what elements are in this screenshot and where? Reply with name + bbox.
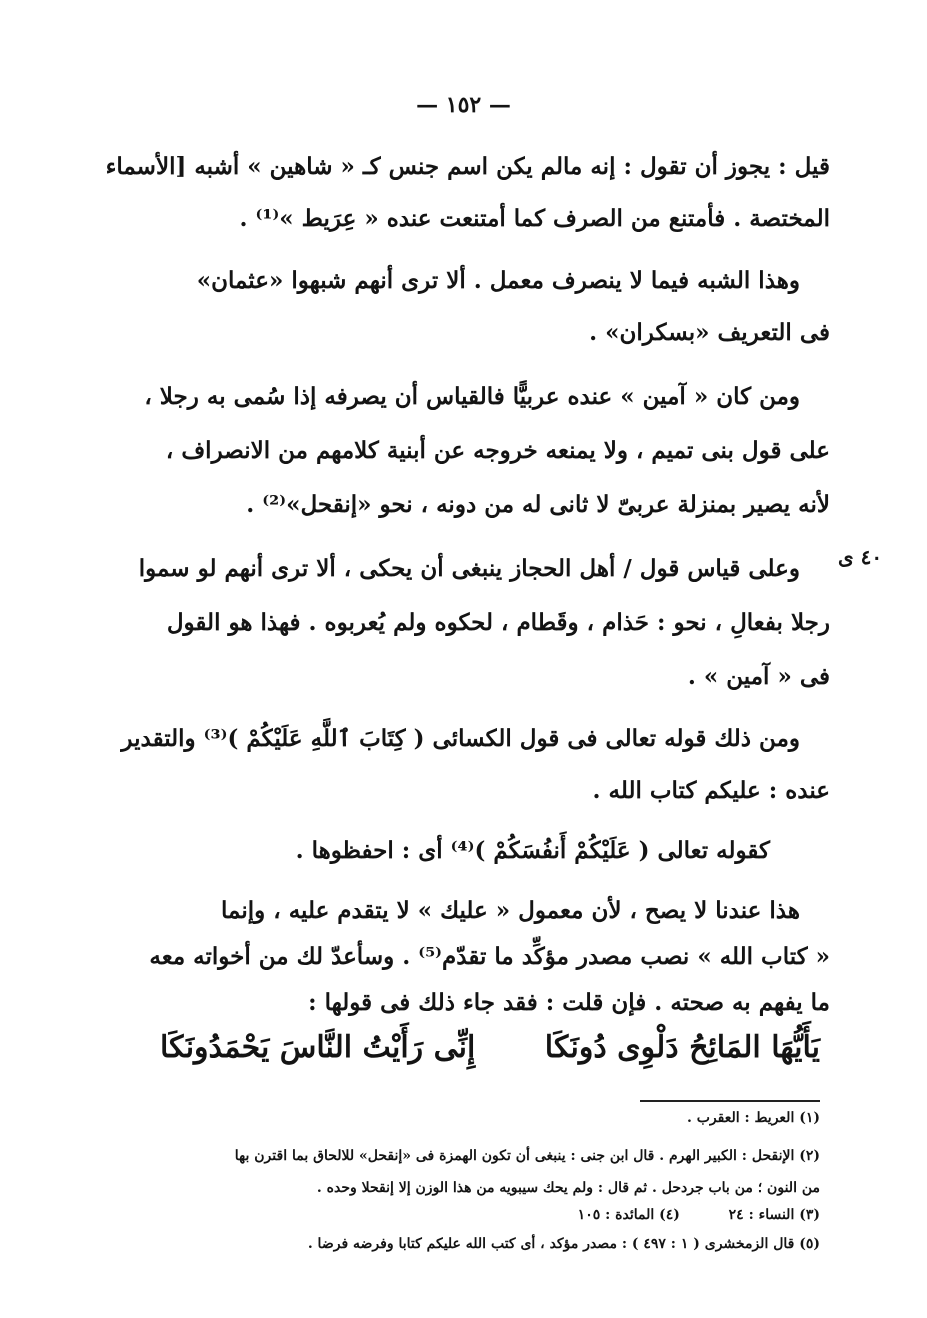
text-line: فى التعريف «بسكران» . (589, 319, 830, 346)
poetry-verse (160, 1030, 820, 1065)
text-line: قيل : يجوز أن تقول : إنه مالم يكن اسم جنس كـ « شاهين » أشبه [الأسماء (105, 153, 830, 180)
text-line: ومن كان « آمين » عنده عربيًّا فالقياس أن يصرفه إذا سُمى به رجلا ، (144, 383, 800, 410)
text-line: هذا عندنا لا يصح ، لأن معمول « عليك » لا يتقدم عليه ، وإنما (221, 897, 800, 924)
text-line: على قول بنى تميم ، ولا يمنعه خروجه عن أبنية كلامهم من الانصراف ، (165, 437, 830, 464)
footnote-2: (٢) الإنقحل : الكبير الهرم . قال ابن جنى : ينبغى أن تكون الهمزة فى «إنقحل» للالحاق بما اقترن بها (234, 1148, 820, 1164)
paragraph-7 (150, 896, 830, 1018)
page-number: — ١٥٢ — (416, 92, 511, 118)
text-line: وهذا الشبه فيما لا ينصرف معمل . ألا ترى أنهم شبهوا «عثمان» (196, 267, 800, 294)
footnote-5: (٥) قال الزمخشرى ( ١ : ٤٩٧ ) : مصدر مؤكد ، أى كتب الله عليكم كتابا وفرضه فرضا . (307, 1236, 820, 1252)
text-line: « كتاب الله » نصب مصدر مؤكِّد ما تقدّم⁽⁵⁾ . وسأعدّ لك من أخواته معه (149, 943, 830, 970)
text-line: ومن ذلك قوله تعالى فى قول الكسائى ( كِتَابَ ٱللَّهِ عَلَيْكُمْ )⁽³⁾ والتقدير (121, 725, 800, 752)
text-line: المختصة . فأمتنع من الصرف كما أمتنعت عنده « عِرَيط »⁽¹⁾ . (239, 205, 830, 232)
footnote-divider (640, 1100, 820, 1102)
footnote-1: (١) العريط : العقرب . (686, 1110, 820, 1126)
footnote-3-4: (٣) النساء : ٢٤ (٤) المائدة : ١٠٥ (577, 1207, 820, 1223)
paragraph-1 (105, 152, 830, 234)
text-line: فى « آمين » . (687, 663, 830, 690)
margin-note: ٤٠ ى (838, 545, 883, 569)
paragraph-6 (150, 836, 830, 866)
text-line: وعلى قياس قول / أهل الحجاز ينبغى أن يحكى ، ألا ترى أنهم لو سموا (138, 555, 800, 582)
paragraph-5 (121, 724, 830, 806)
paragraph-4 (138, 554, 830, 692)
text-line: لأنه يصير بمنزلة عربىّ لا ثانى له من دونه ، نحو «إنقحل»⁽²⁾ . (246, 491, 830, 518)
paragraph-3 (144, 382, 830, 520)
footnote-2-continued: من النون ؛ من باب جردحل . ثم قال : ولم يحك سيبويه من هذا الوزن إلا إنقحلا وحده . (316, 1180, 820, 1196)
verse-first-hemistich: يَأَيُّهَا المَائِحُ دَلْوِى دُونَكَا (544, 1030, 820, 1065)
paragraph-2 (150, 266, 830, 348)
text-line: عنده : عليكم كتاب الله . (592, 777, 830, 804)
text-line: كقوله تعالى ( عَلَيْكُمْ أَنفُسَكُمْ )⁽⁴⁾ أى : احفظوها . (295, 837, 770, 864)
text-line: رجلا بفعالِ ، نحو : حَذام ، وقَطام ، لحكوه ولم يُعربوه . فهذا هو القول (166, 609, 830, 636)
text-line: ما يفهم به صحته . فإن قلت : فقد جاء ذلك فى قولها : (308, 989, 830, 1016)
verse-second-hemistich: إِنِّى رَأَيْتُ النَّاسَ يَحْمَدُونَكَا (160, 1030, 476, 1065)
